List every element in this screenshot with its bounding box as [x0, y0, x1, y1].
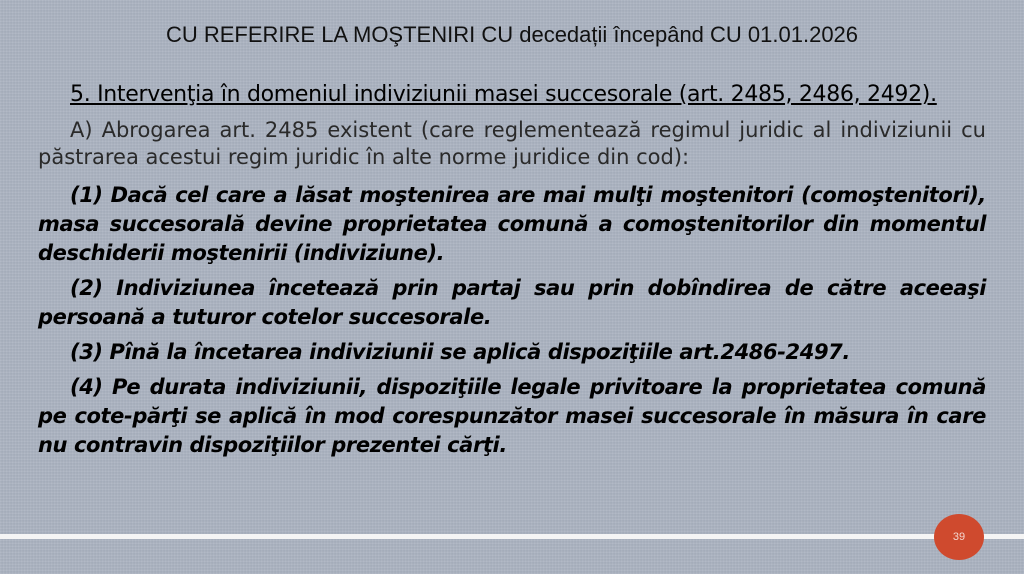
slide-title: CU REFERIRE LA MOŞTENIRI CU decedații începând CU 01.01.2026: [165, 22, 859, 47]
article-paragraph-1: (1) Dacă cel care a lăsat moştenirea are mai mulţi moştenitori (comoştenitori), masa succesorală devine proprietatea comună a comoştenitorilor din momentul deschiderii moştenirii (indiviziune).: [38, 183, 986, 265]
intro-paragraph: A) Abrogarea art. 2485 existent (care reglementează regimul juridic al indiviziunii cu păstrarea acestui regim juridic în alte norme juridice din cod):: [38, 118, 986, 169]
page-number: 39: [952, 531, 966, 543]
section-heading: 5. Intervenţia în domeniul indiviziunii masei succesorale (art. 2485, 2486, 2492).: [70, 82, 937, 107]
article-paragraph-4: (4) Pe durata indiviziunii, dispoziţiile legale privitoare la proprietatea comună pe cote-părţi se aplică în mod corespunzător masei succesorale în măsura în care nu contravin dispoziţiilor prezentei cărţi.: [38, 375, 986, 457]
article-paragraph-3: (3) Pînă la încetarea indiviziunii se aplică dispoziţiile art.2486-2497.: [70, 340, 850, 364]
article-paragraph-2: (2) Indiviziunea încetează prin partaj sau prin dobîndirea de către aceeaşi persoană a tuturor cotelor succesorale.: [38, 276, 986, 329]
page-number-badge: [934, 514, 984, 560]
footer-divider: [0, 534, 1024, 539]
slide-content: [38, 80, 986, 466]
